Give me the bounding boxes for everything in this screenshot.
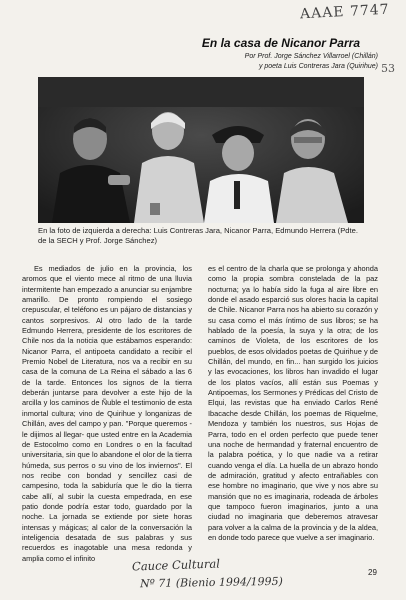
- archive-code-handwriting: AAAE 7747: [299, 1, 390, 23]
- printed-page-number: 29: [368, 568, 377, 577]
- paragraph-right: es el centro de la charla que se prolonga y ahonda como la propia sombra constelada de la paz nocturna; ya lo había sido la fuga al aire libre en donde el asado esparció sus olores hacia la capital de Chile. Nicanor Parra nos ha abierto su corazón y su casa como el más íntimo de sus libros; se ha hablado de la poesía, la suya y la otra; de los caminos de Violeta, de los escritores de los pueblos, de esos olvidados poetas de Quirihue y de Chillán, del mundo, en fin... han surgido los juicios y las evocaciones, los libros han invadido el lugar de los platos vacíos, allí están sus Poemas y Antipoemas, los Sermones y Prédicas del Cristo de Elqui, las revistas que ha enviado Carlos René Ibacache desde Chillán, los poemas de Riquelme, Mendoza y también los nuestros, sus Hojas de Parra, todo en el orden perfecto que puede tener una noche de hermandad y fraternal encuentro de la palabra poética, y lo que nadie va a retirar cuando venga el día. La huella de un abrazo hondo de admiración, gratitud y afecto entrañables con ese hombre no imaginario, que vive y nos abre su mansión que no es imaginaria, rodeada de árboles que tampoco fueron imaginarios, junto a una ciudad no imaginaria que deberemos atravesar para volver a la calma de la provincia y de la aldea, en donde todo parece que vuelve a ser imaginario.: [208, 264, 378, 542]
- text-column-right: [208, 264, 378, 582]
- handwritten-page-number: 53: [381, 62, 395, 75]
- paragraph-left: Es mediados de julio en la provincia, los aromos que el viento mece al ritmo de una lluvia intermitente han empezado a anunciar su enjambre amarillo. De pronto rompiendo el sosiego crepuscular, el teléfono es un pájaro de distancias y cantos sorpresivos. Al otro lado de la tarde Edmundo Herrera, presidente de los escritores de Chile nos da la noticia que estábamos esperando: Nicanor Parra, el antipoeta candidato a recibir el Premio Nobel de Literatura, nos va a recibir en su casa de la comuna de La Reina el sábado a las 6 de la tarde. Entonces los signos de la tierra deberán juntarse para devolver a este hijo de la arcilla y los caminos de Ñuble el testimonio de esta inmortal cultura; vino de Quirihue y longanizas de Chillán, aves del campo y pan. "Porque queremos -le dijimos al llegar- que usted entre en la Academia de Estocolmo como en Londres o en la facultad universitaria, sin que lo abandone el olor de la tierra húmeda, sus perros o su vino de los inviernos". El nos recibe con bondad y sencillez casi de campesino, toda la sabiduría que le dio la tierra cabe allí, al subir la cuesta empedrada, en ese patio donde podría estar todo, guardado por la noche. La jornada se extiende por siete horas intensas y mágicas; al calor de la conversación la inteligencia desatada de sus palabras y sus recuerdos es inagotable una mesa redonda y amplia como el infinito: [22, 264, 192, 563]
- handwritten-magazine-name: Cauce Cultural: [131, 556, 221, 574]
- photo-caption: En la foto de izquierda a derecha: Luis Contreras Jara, Nicanor Parra, Edmundo Herrera (Pdte. de la SECH y Prof. Jorge Sánchez): [38, 226, 358, 245]
- byline-line-2: y poeta Luis Contreras Jara (Quirihue): [258, 62, 378, 70]
- group-photo: [38, 77, 364, 223]
- text-column-left: [22, 264, 192, 580]
- article-byline: [245, 52, 378, 71]
- handwritten-issue-note: Nº 71 (Bienio 1994/1995): [139, 574, 284, 591]
- article-title: En la casa de Nicanor Parra: [201, 36, 360, 50]
- byline-line-1: Por Prof. Jorge Sánchez Villarroel (Chillán): [244, 53, 378, 60]
